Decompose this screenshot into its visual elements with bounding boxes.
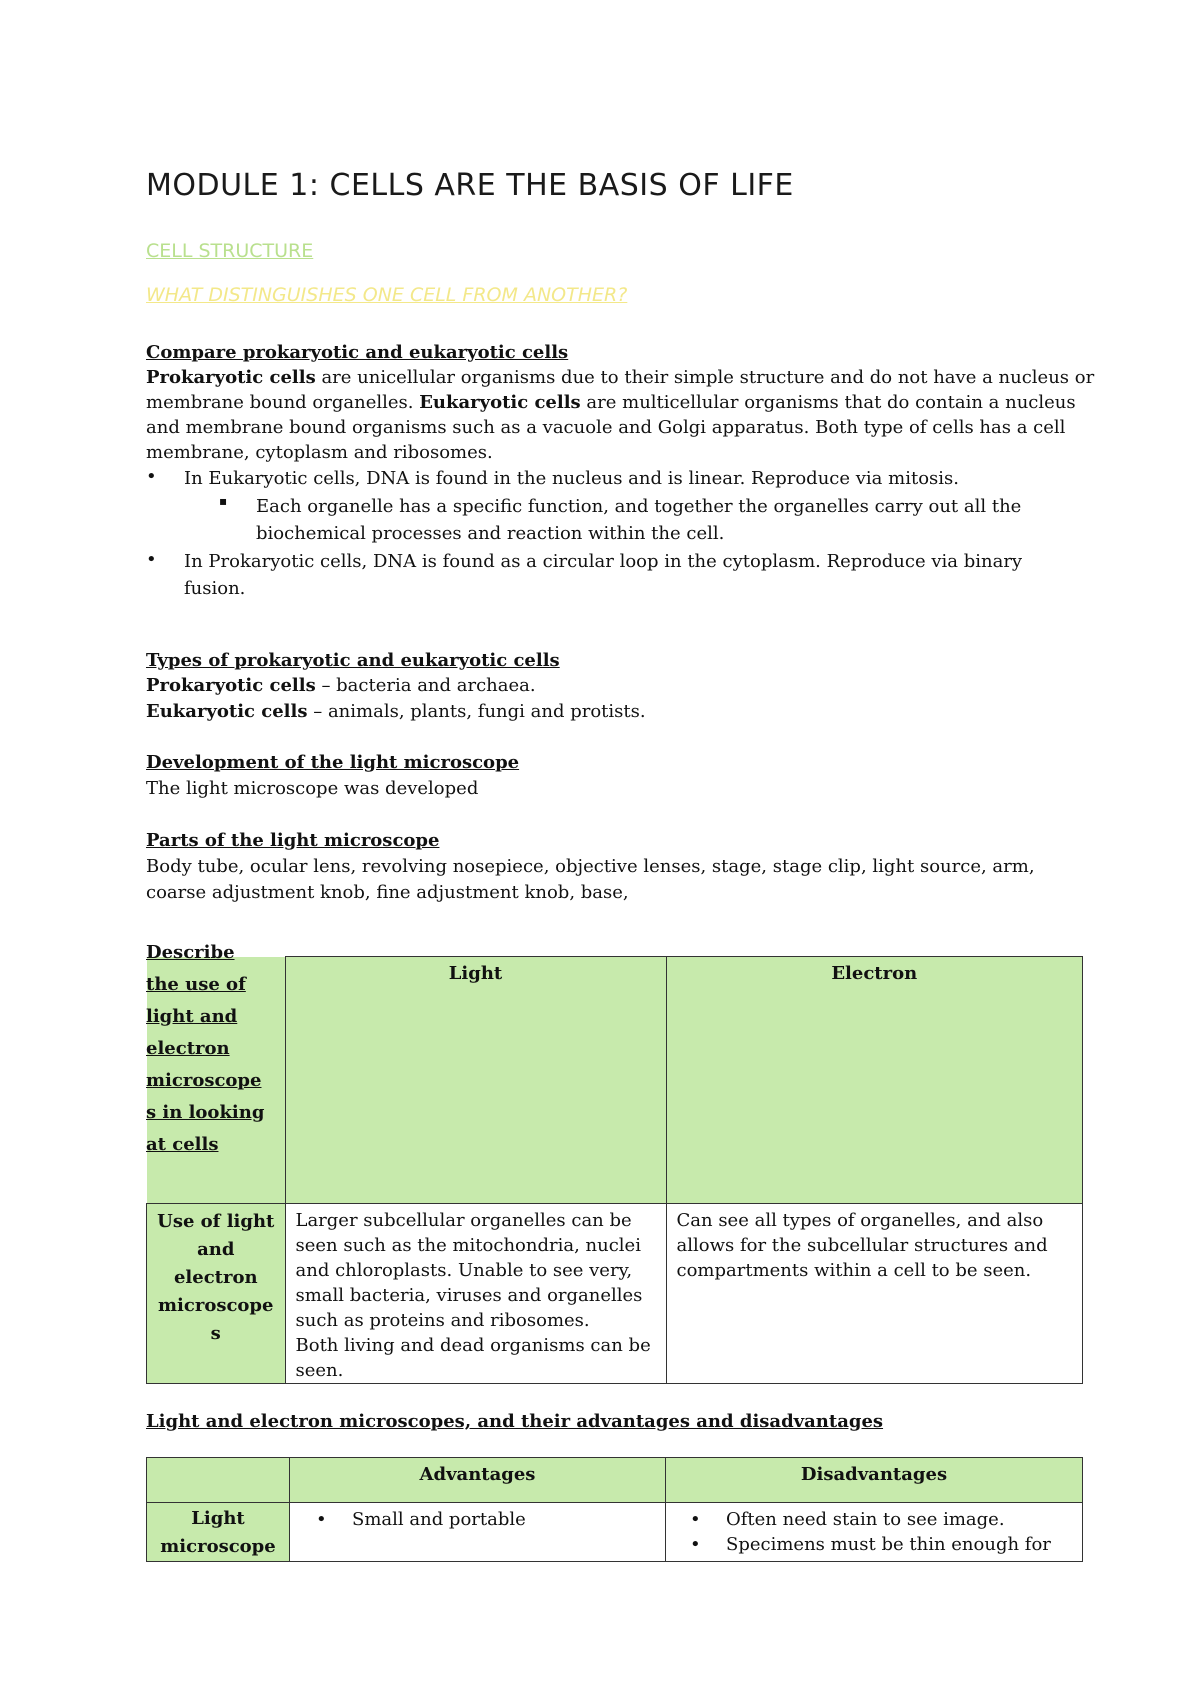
- types-prokaryotic: [146, 673, 536, 698]
- cell-line: such as proteins and ribosomes.: [295, 1310, 590, 1331]
- bullet-prokaryotic-line-2: fusion.: [184, 578, 246, 599]
- types-prok-term: Prokaryotic cells: [146, 675, 316, 696]
- corner-line: the use of: [146, 974, 246, 995]
- compare-line-1-text: are unicellular organisms due to their simple structure and do not have a nucleus or: [315, 367, 1095, 388]
- col-header-light: Light: [285, 957, 666, 1204]
- advantages-heading: Light and electron microscopes, and their advantages and disadvantages: [146, 1411, 884, 1432]
- row-header-light-microscope: [147, 1503, 290, 1562]
- list-item-text: Small and portable: [352, 1509, 526, 1530]
- eukaryotic-term: Eukaryotic cells: [419, 392, 581, 413]
- col-header-advantages: Advantages: [290, 1458, 666, 1503]
- row-header-use: [147, 1204, 286, 1384]
- list-item: [690, 1532, 1072, 1557]
- bullet-dot: •: [690, 1534, 701, 1555]
- types-eukaryotic: [146, 699, 646, 724]
- row-header-line: Light: [191, 1508, 245, 1529]
- bullet-dot: •: [146, 466, 157, 487]
- cell-line: Can see all types of organelles, and also: [676, 1210, 1044, 1231]
- cell-line: allows for the subcellular structures and: [676, 1235, 1048, 1256]
- development-heading: Development of the light microscope: [146, 752, 520, 773]
- list-item-text: Specimens must be thin enough for: [726, 1534, 1051, 1555]
- light-use-cell: [285, 1204, 666, 1384]
- microscope-use-table: [146, 956, 1083, 1384]
- row-header-line: microscope: [158, 1295, 274, 1316]
- compare-line-2-text: membrane bound organelles.: [146, 392, 420, 413]
- row-header-line: s: [210, 1323, 221, 1344]
- prokaryotic-term: Prokaryotic cells: [146, 367, 316, 388]
- sub-bullet-line-2: biochemical processes and reaction within the cell.: [256, 523, 725, 544]
- corner-line: microscope: [146, 1070, 262, 1091]
- compare-line-3: and membrane bound organisms such as a vacuole and Golgi apparatus. Both type of cells has a cell: [146, 417, 1066, 438]
- advantages-table: [146, 1457, 1083, 1562]
- col-header-disadvantages: Disadvantages: [666, 1458, 1083, 1503]
- row-header-line: Use of light: [157, 1211, 275, 1232]
- types-euk-text: – animals, plants, fungi and protists.: [307, 701, 646, 722]
- parts-heading: Parts of the light microscope: [146, 830, 440, 851]
- light-disadvantages-cell: [666, 1503, 1083, 1562]
- col-header-electron: Electron: [666, 957, 1083, 1204]
- parts-line-1: Body tube, ocular lens, revolving nosepiece, objective lenses, stage, stage clip, light source, arm,: [146, 856, 1035, 877]
- row-header-line: and: [197, 1239, 235, 1260]
- cell-line: seen.: [295, 1360, 344, 1381]
- corner-line: light and: [146, 1006, 238, 1027]
- development-text: The light microscope was developed: [146, 778, 479, 799]
- list-item-text: Often need stain to see image.: [726, 1509, 1005, 1530]
- table-corner-heading: [146, 937, 264, 1161]
- compare-line-1: [146, 365, 1094, 390]
- compare-heading: Compare prokaryotic and eukaryotic cells: [146, 342, 569, 363]
- corner-line: at cells: [146, 1134, 219, 1155]
- row-header-line: electron: [173, 1267, 258, 1288]
- bullet-dot: •: [316, 1509, 327, 1530]
- list-item: [690, 1507, 1072, 1532]
- bullet-dot: •: [690, 1509, 701, 1530]
- compare-line-2-rest: are multicellular organisms that do contain a nucleus: [580, 392, 1076, 413]
- cell-line: and chloroplasts. Unable to see very,: [295, 1260, 633, 1281]
- question-heading: WHAT DISTINGUISHES ONE CELL FROM ANOTHER?: [146, 284, 628, 306]
- cell-line: seen such as the mitochondria, nuclei: [295, 1235, 641, 1256]
- types-heading: Types of prokaryotic and eukaryotic cells: [146, 650, 560, 671]
- corner-line: s in looking: [146, 1102, 265, 1123]
- cell-line: small bacteria, viruses and organelles: [295, 1285, 643, 1306]
- cell-line: Both living and dead organisms can be: [295, 1335, 651, 1356]
- corner-line: Describe: [146, 942, 235, 963]
- light-advantages-cell: [290, 1503, 666, 1562]
- table2-corner-cell: [147, 1458, 290, 1503]
- types-prok-text: – bacteria and archaea.: [315, 675, 536, 696]
- bullet-dot: •: [146, 549, 157, 570]
- bullet-eukaryotic: In Eukaryotic cells, DNA is found in the nucleus and is linear. Reproduce via mitosis.: [184, 468, 959, 489]
- bullet-prokaryotic-line-1: In Prokaryotic cells, DNA is found as a circular loop in the cytoplasm. Reproduce via binary: [184, 551, 1023, 572]
- compare-line-2: [146, 390, 1076, 415]
- compare-line-4: membrane, cytoplasm and ribosomes.: [146, 442, 493, 463]
- sub-bullet-line-1: Each organelle has a specific function, and together the organelles carry out all the: [256, 496, 1022, 517]
- cell-line: compartments within a cell to be seen.: [676, 1260, 1032, 1281]
- list-item: [316, 1507, 655, 1532]
- sub-bullet-square: ▪: [219, 494, 228, 508]
- electron-use-cell: [666, 1204, 1083, 1384]
- section-heading: CELL STRUCTURE: [146, 240, 314, 262]
- parts-line-2: coarse adjustment knob, fine adjustment knob, base,: [146, 882, 629, 903]
- types-euk-term: Eukaryotic cells: [146, 701, 308, 722]
- page-title: MODULE 1: CELLS ARE THE BASIS OF LIFE: [146, 168, 794, 203]
- row-header-line: microscope: [160, 1536, 276, 1557]
- cell-line: Larger subcellular organelles can be: [295, 1210, 632, 1231]
- corner-line: electron: [146, 1038, 230, 1059]
